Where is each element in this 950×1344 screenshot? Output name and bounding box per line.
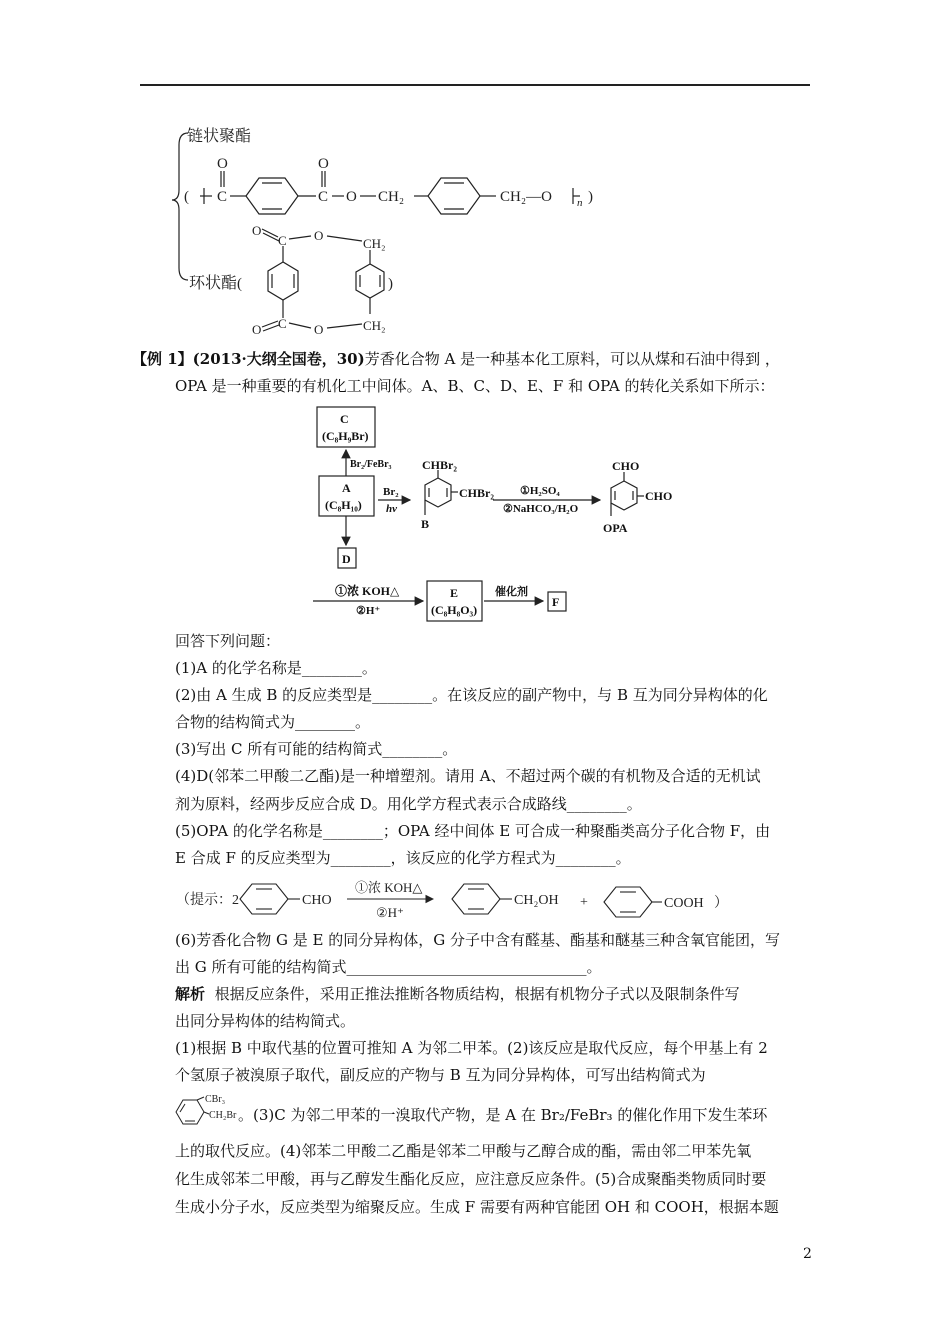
paren-close: ) bbox=[388, 276, 393, 292]
ring-ch2: CH₂ bbox=[363, 318, 386, 333]
hint-cho: CHO bbox=[302, 893, 332, 908]
d-name: D bbox=[342, 552, 351, 566]
carbonyl-c: C bbox=[217, 189, 228, 205]
analysis-p4: 上的取代反应。(4)邻苯二甲酸二乙酯是邻苯二甲酸与乙醇合成的酯，需由邻二甲苯先氧 bbox=[175, 1142, 752, 1160]
hint-cooh: COOH bbox=[664, 896, 704, 911]
hint-close: ） bbox=[714, 896, 728, 911]
b-sub-top: CHBr₂ bbox=[422, 458, 457, 472]
analysis-p2b: 个氢原子被溴原子取代，副反应的产物与 B 互为同分异构体，可写出结构简式为 bbox=[175, 1066, 706, 1084]
example-tag: 【例 1】 bbox=[132, 350, 193, 368]
example-line2: OPA 是一种重要的有机化工中间体。A、B、C、D、E、F 和 OPA 的转化关系如下所示： bbox=[175, 377, 775, 395]
ring-ester-label: 环状酯 bbox=[189, 275, 238, 292]
struct-ch2br: CH₂Br bbox=[209, 1110, 237, 1121]
question-5b: E 合成 F 的反应类型为________，该反应的化学方程式为________。 bbox=[175, 849, 631, 867]
a-name: A bbox=[342, 481, 351, 495]
analysis-p1a: 根据反应条件，采用正推法推断各物质结构，根据有机物分子式以及限制条件写 bbox=[214, 985, 740, 1003]
catalyst-label: 催化剂 bbox=[495, 586, 528, 598]
opa-name: OPA bbox=[603, 521, 628, 535]
question-2a: (2)由 A 生成 B 的反应类型是________。在该反应的副产物中，与 B 互为同分异构体的化 bbox=[175, 686, 768, 704]
example-source: (2013·大纲全国卷，30) bbox=[192, 350, 365, 368]
ring-ch2: CH₂ bbox=[363, 236, 386, 251]
e-name: E bbox=[450, 586, 459, 600]
analysis-p1b: 出同分异构体的结构简式。 bbox=[175, 1012, 356, 1030]
h-plus-cond: ②H⁺ bbox=[356, 605, 381, 617]
ring-o: O bbox=[252, 223, 262, 238]
cond-nahco3: ②NaHCO₃/H₂O bbox=[503, 503, 579, 515]
analysis-p2a: (1)根据 B 中取代基的位置可推知 A 为邻二甲苯。(2)该反应是取代反应，每个甲基上有 2 bbox=[175, 1039, 768, 1057]
analysis-p5: 化生成邻苯二甲酸，再与乙醇发生酯化反应，应注意反应条件。(5)合成聚酯类物质同时要 bbox=[175, 1170, 767, 1188]
paren-open: ( bbox=[184, 189, 189, 205]
cond-h2so4: ①H₂SO₄ bbox=[520, 485, 560, 497]
byproduct-structure bbox=[174, 1092, 238, 1128]
carbonyl-c: C bbox=[318, 189, 329, 205]
question-6a: (6)芳香化合物 G 是 E 的同分异构体，G 分子中含有醛基、酯基和醚基三种含氧官能团，写 bbox=[175, 931, 781, 949]
question-1: (1)A 的化学名称是________。 bbox=[175, 659, 377, 677]
f-name: F bbox=[552, 595, 560, 609]
hint-ch2oh: CH₂OH bbox=[514, 893, 559, 908]
methylene: CH₂ bbox=[378, 189, 405, 205]
ester-o: O bbox=[346, 189, 357, 205]
analysis-p3: 。(3)C 为邻二甲苯的一溴取代产物，是 A 在 Br₂/FeBr₃ 的催化作用下发生苯环 bbox=[238, 1106, 768, 1124]
analysis-label: 解析 bbox=[175, 985, 206, 1003]
arrow-up-cond: Br₂/FeBr₃ bbox=[350, 459, 392, 470]
hint-prefix: （提示：2 bbox=[176, 893, 239, 908]
struct-cbr3: CBr₃ bbox=[205, 1094, 226, 1105]
hint-plus: + bbox=[580, 895, 588, 910]
b-sub-right: CHBr₂ bbox=[459, 486, 494, 500]
repeat-n: n bbox=[577, 197, 583, 209]
opa-cho-top: CHO bbox=[612, 459, 640, 473]
methylene-o: CH₂—O bbox=[500, 189, 552, 205]
ring-c: C bbox=[278, 233, 287, 248]
c-formula: (C₈H₉Br) bbox=[322, 429, 369, 443]
hint-equation bbox=[0, 876, 950, 926]
ring-o-link: O bbox=[314, 228, 324, 243]
opa-cho-right: CHO bbox=[645, 489, 673, 503]
paren-close: ) bbox=[588, 189, 593, 205]
page-number: 2 bbox=[803, 1246, 812, 1262]
question-2b: 合物的结构简式为________。 bbox=[175, 713, 371, 731]
analysis-line1 bbox=[175, 984, 740, 1004]
paren-open: ( bbox=[237, 276, 242, 292]
question-4a: (4)D(邻苯二甲酸二乙酯)是一种增塑剂。请用 A、不超过两个碳的有机物及合适的无机试 bbox=[175, 767, 761, 785]
carbonyl-o: O bbox=[217, 156, 228, 172]
koh-cond: ①浓 KOH△ bbox=[335, 584, 400, 598]
example-heading bbox=[132, 349, 780, 369]
question-3: (3)写出 C 所有可能的结构简式________。 bbox=[175, 740, 458, 758]
polyester-figure bbox=[0, 0, 950, 345]
hint-cond-h: ②H⁺ bbox=[376, 905, 404, 920]
ring-o: O bbox=[252, 322, 262, 337]
a-formula: (C₈H₁₀) bbox=[325, 498, 362, 512]
chain-polyester-label: 链状聚酯 bbox=[187, 128, 252, 145]
hint-cond-koh: ①浓 KOH△ bbox=[355, 880, 423, 895]
e-formula: (C₈H₈O₃) bbox=[431, 603, 478, 617]
arrow-hv: hν bbox=[386, 503, 397, 515]
question-6b: 出 G 所有可能的结构简式________________________________。 bbox=[175, 958, 602, 976]
example-line1: 芳香化合物 A 是一种基本化工原料，可以从煤和石油中得到 ， bbox=[364, 350, 780, 368]
b-name: B bbox=[421, 517, 430, 531]
question-5a: (5)OPA 的化学名称是________；OPA 经中间体 E 可合成一种聚酯类高分子化合物 F，由 bbox=[175, 822, 771, 840]
carbonyl-o: O bbox=[318, 156, 329, 172]
arrow-br2: Br₂ bbox=[383, 486, 399, 498]
question-4b: 剂为原料，经两步反应合成 D。用化学方程式表示合成路线________。 bbox=[175, 795, 642, 813]
ring-o-link: O bbox=[314, 322, 324, 337]
questions-intro: 回答下列问题： bbox=[175, 632, 281, 650]
c-name: C bbox=[340, 412, 349, 426]
analysis-p6: 生成小分子水，反应类型为缩聚反应。生成 F 需要有两种官能团 OH 和 COOH，根据本题 bbox=[175, 1198, 779, 1216]
ring-c: C bbox=[278, 316, 287, 331]
reaction-scheme bbox=[0, 400, 950, 617]
